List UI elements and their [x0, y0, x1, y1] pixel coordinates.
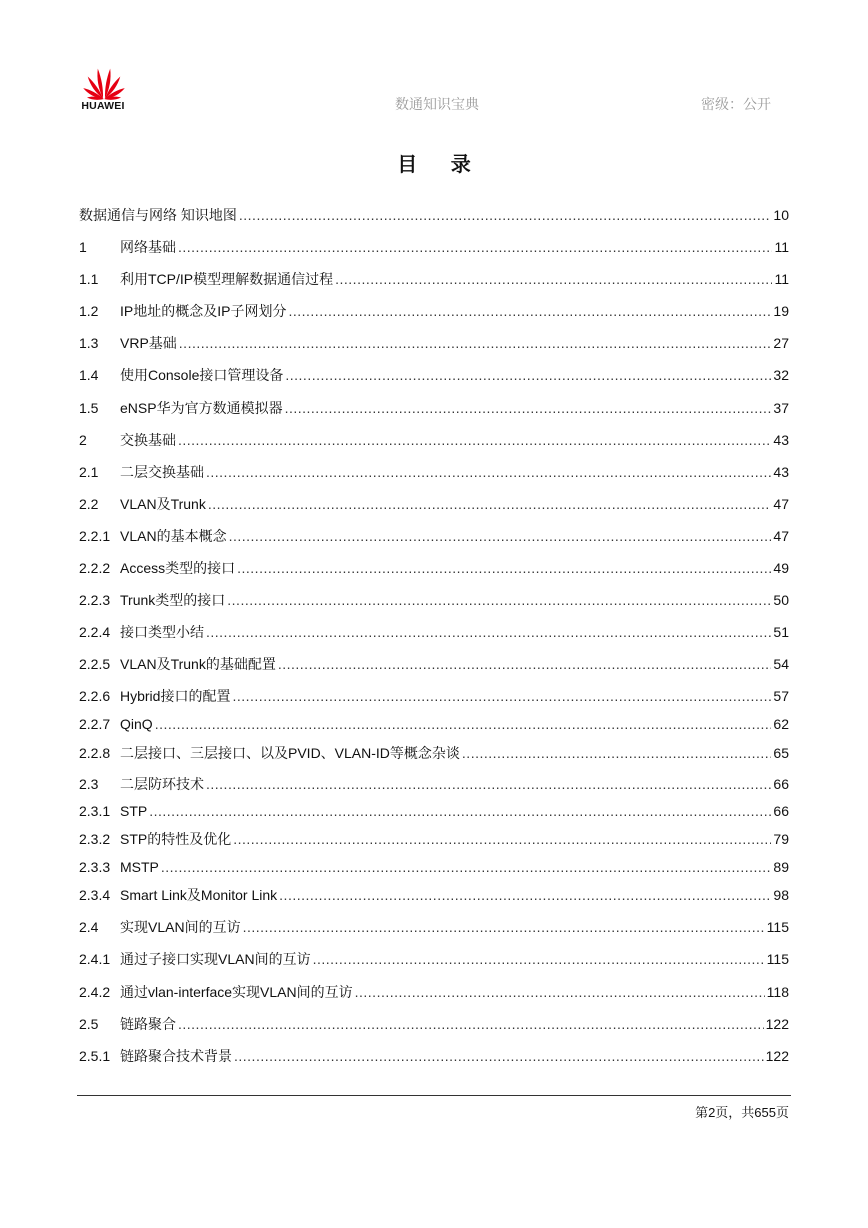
toc-entry-label: 二层防环技术	[120, 776, 204, 792]
toc-entry[interactable]	[79, 558, 789, 578]
toc-entry-page: 11	[774, 271, 789, 287]
toc-entry-number: 2.4	[79, 919, 99, 935]
toc-dot-leader	[285, 365, 771, 385]
toc-entry-number: 1.5	[79, 400, 99, 416]
toc-entry-page: 50	[773, 592, 789, 608]
toc-entry-number: 2.3.4	[79, 887, 111, 903]
toc-entry[interactable]	[79, 430, 789, 450]
toc-entry-number: 2.2.4	[79, 624, 111, 640]
toc-dot-leader	[155, 714, 772, 734]
security-level: 密级：公开	[701, 96, 771, 112]
toc-entry[interactable]	[79, 654, 789, 674]
toc-entry-label: 链路聚合	[120, 1016, 176, 1032]
toc-entry-label: eNSP华为官方数通模拟器	[120, 400, 283, 416]
toc-entry[interactable]	[79, 494, 789, 514]
toc-entry-number: 1.3	[79, 335, 99, 351]
toc-entry-number: 2.2.3	[79, 592, 111, 608]
toc-entry[interactable]	[79, 462, 789, 482]
toc-dot-leader	[234, 1046, 764, 1066]
toc-entry-page: 122	[765, 1048, 789, 1064]
toc-entry-page: 27	[773, 335, 789, 351]
toc-entry-number: 2.1	[79, 464, 99, 480]
toc-entry-label: 交换基础	[120, 432, 176, 448]
toc-entry-label: 网络基础	[120, 239, 176, 255]
toc-entry-number: 2.3.1	[79, 803, 111, 819]
toc-entry[interactable]	[79, 801, 789, 821]
toc-entry-page: 54	[773, 656, 789, 672]
toc-entry-label: 二层交换基础	[120, 464, 204, 480]
toc-entry-page: 115	[766, 919, 789, 935]
toc-entry[interactable]	[79, 1014, 789, 1034]
toc-entry-number: 2.3.2	[79, 831, 111, 847]
toc-dot-leader	[161, 857, 772, 877]
toc-entry-number: 2.2.7	[79, 716, 111, 732]
toc-dot-leader	[232, 686, 771, 706]
toc-entry[interactable]	[79, 829, 789, 849]
toc-dot-leader	[208, 494, 772, 514]
toc-entry-label: 利用TCP/IP模型理解数据通信过程	[120, 271, 334, 287]
toc-entry-label: VLAN的基本概念	[120, 528, 227, 544]
toc-dot-leader	[279, 885, 771, 905]
toc-entry-number: 1.2	[79, 303, 99, 319]
toc-entry-page: 65	[773, 745, 789, 761]
toc-entry-label: STP的特性及优化	[120, 831, 232, 847]
toc-entry-number: 1.1	[79, 271, 99, 287]
toc-entry-page: 66	[773, 803, 789, 819]
toc-dot-leader	[206, 622, 771, 642]
toc-dot-leader	[239, 205, 772, 225]
toc-entry[interactable]	[79, 365, 789, 385]
toc-entry-page: 11	[774, 239, 789, 255]
document-name: 数通知识宝典	[395, 96, 479, 112]
toc-entry-number: 2.3	[79, 776, 99, 792]
toc-dot-leader	[233, 829, 771, 849]
toc-entry-page: 43	[773, 464, 789, 480]
toc-entry[interactable]	[79, 205, 789, 225]
toc-entry[interactable]	[79, 269, 789, 289]
logo-text: HUAWEI	[81, 100, 125, 112]
toc-entry[interactable]	[79, 590, 789, 610]
toc-dot-leader	[288, 301, 771, 321]
toc-entry[interactable]	[79, 885, 789, 905]
toc-entry-page: 115	[766, 951, 789, 967]
toc-entry-label: 通过子接口实现VLAN间的互访	[120, 951, 311, 967]
toc-entry-label: Trunk类型的接口	[120, 592, 226, 608]
toc-entry-number: 1	[79, 239, 87, 255]
toc-entry-number: 2.3.3	[79, 859, 111, 875]
toc-entry-label: IP地址的概念及IP子网划分	[120, 303, 287, 319]
toc-entry-page: 19	[773, 303, 789, 319]
toc-entry-label: 实现VLAN间的互访	[120, 919, 241, 935]
toc-dot-leader	[278, 654, 772, 674]
toc-entry-page: 49	[773, 560, 789, 576]
toc-entry[interactable]	[79, 774, 789, 794]
toc-entry-number: 2.2.5	[79, 656, 111, 672]
toc-entry-page: 43	[773, 432, 789, 448]
toc-entry-page: 122	[765, 1016, 789, 1032]
page-info: 第2页，共655页	[695, 1105, 789, 1120]
toc-entry-number: 2	[79, 432, 87, 448]
toc-entry-label: 链路聚合技术背景	[120, 1048, 232, 1064]
toc-entry-label: Smart Link及Monitor Link	[120, 887, 278, 903]
toc-entry[interactable]	[79, 743, 789, 763]
toc-entry-label: 数据通信与网络 知识地图	[79, 207, 237, 223]
toc-dot-leader	[178, 237, 772, 257]
toc-entry[interactable]	[79, 917, 789, 937]
toc-dot-leader	[229, 526, 772, 546]
toc-entry-page: 51	[773, 624, 789, 640]
toc-entry-page: 118	[766, 984, 789, 1000]
toc-dot-leader	[355, 982, 765, 1002]
toc-entry-page: 47	[773, 528, 789, 544]
toc-entry-label: VLAN及Trunk的基础配置	[120, 656, 276, 672]
toc-entry-number: 2.2.8	[79, 745, 111, 761]
toc-dot-leader	[178, 430, 771, 450]
toc-dot-leader	[313, 949, 765, 969]
toc-entry[interactable]	[79, 949, 789, 969]
toc-entry[interactable]	[79, 982, 789, 1002]
toc-entry-page: 89	[773, 859, 789, 875]
toc-dot-leader	[206, 462, 771, 482]
toc-entry-page: 32	[773, 367, 789, 383]
toc-entry-label: Hybrid接口的配置	[120, 688, 231, 704]
toc-entry-number: 2.5	[79, 1016, 99, 1032]
toc-entry-number: 2.2	[79, 496, 99, 512]
toc-entry[interactable]	[79, 686, 789, 706]
toc-entry[interactable]	[79, 526, 789, 546]
toc-entry[interactable]	[79, 333, 789, 353]
toc-entry-label: VRP基础	[120, 335, 177, 351]
toc-entry-number: 2.4.1	[79, 951, 111, 967]
toc-entry-label: 通过vlan-interface实现VLAN间的互访	[120, 984, 353, 1000]
toc-dot-leader	[149, 801, 771, 821]
toc-entry-label: STP	[120, 803, 148, 819]
toc-entry-page: 37	[773, 400, 789, 416]
toc-entry-number: 2.5.1	[79, 1048, 111, 1064]
toc-entry-label: 使用Console接口管理设备	[120, 367, 284, 383]
toc-entry-number: 2.2.1	[79, 528, 111, 544]
toc-entry-number: 2.4.2	[79, 984, 111, 1000]
toc-dot-leader	[179, 333, 772, 353]
toc-entry-page: 79	[773, 831, 789, 847]
toc-entry-page: 66	[773, 776, 789, 792]
toc-entry-label: QinQ	[120, 716, 153, 732]
toc-entry[interactable]	[79, 237, 789, 257]
toc-entry[interactable]	[79, 622, 789, 642]
toc-entry-label: MSTP	[120, 859, 159, 875]
toc-entry-label: VLAN及Trunk	[120, 496, 206, 512]
toc-dot-leader	[227, 590, 771, 610]
toc-dot-leader	[243, 917, 765, 937]
toc-dot-leader	[178, 1014, 764, 1034]
toc-entry-number: 2.2.2	[79, 560, 111, 576]
toc-entry-label: Access类型的接口	[120, 560, 236, 576]
toc-entry-number: 1.4	[79, 367, 99, 383]
toc-entry-number: 2.2.6	[79, 688, 111, 704]
toc-entry-page: 10	[773, 207, 789, 223]
toc-dot-leader	[206, 774, 771, 794]
toc-entry[interactable]	[79, 398, 789, 418]
toc-entry-label: 二层接口、三层接口、以及PVID、VLAN-ID等概念杂谈	[120, 745, 460, 761]
toc-dot-leader	[335, 269, 772, 289]
toc-entry[interactable]	[79, 857, 789, 877]
toc-entry-page: 62	[773, 716, 789, 732]
toc-dot-leader	[285, 398, 772, 418]
toc-entry[interactable]	[79, 301, 789, 321]
toc-entry[interactable]	[79, 714, 789, 734]
toc-entry-label: 接口类型小结	[120, 624, 204, 640]
toc-dot-leader	[237, 558, 771, 578]
footer-divider	[77, 1095, 791, 1096]
toc-entry-page: 47	[773, 496, 789, 512]
toc-entry-page: 98	[773, 887, 789, 903]
toc-dot-leader	[462, 743, 772, 763]
toc-title: 目 录	[397, 154, 485, 176]
toc-entry-page: 57	[773, 688, 789, 704]
toc-entry[interactable]	[79, 1046, 789, 1066]
